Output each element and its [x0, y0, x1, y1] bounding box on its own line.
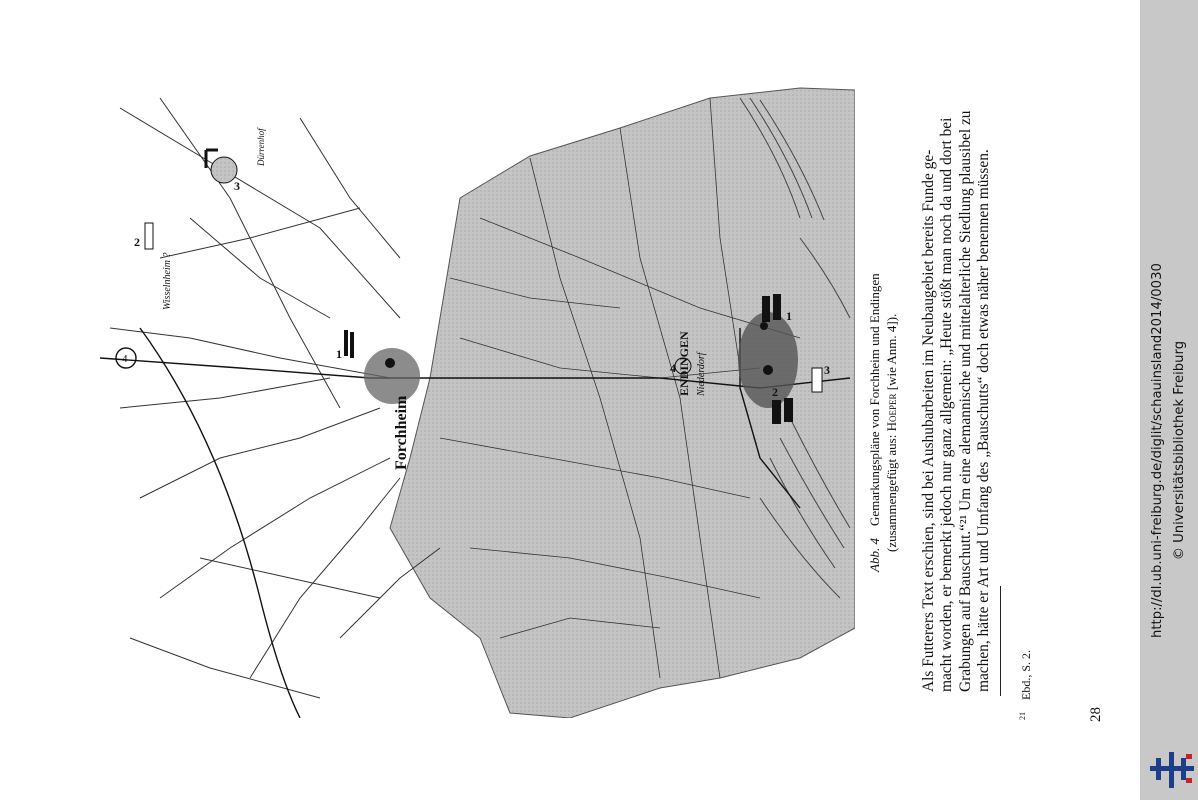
sidebar-text: [1147, 263, 1191, 638]
site-marker-label: 4: [670, 361, 676, 375]
map-label-niederdorf: Niederdorf: [696, 352, 707, 396]
site-marker-label: 1: [336, 347, 342, 361]
body-line: Grabungen auf Bauschutt.“²¹ Um eine alemannische und mittelalterliche Siedlung plausibel zu: [956, 110, 974, 692]
body-line: Als Futterers Text erschien, sind bei Aushubarbeiten im Neubaugebiet bereits Funde ge-: [920, 149, 937, 692]
map-label-wisselnheim: Wisselnheim ?: [162, 252, 173, 310]
body-line: macht worden, er bemerkt jedoch nur ganz allgemein: „Heute stößt man noch da und dort bei: [938, 117, 956, 692]
body-paragraph: [920, 111, 994, 693]
site-marker-label: 3: [234, 179, 240, 193]
endingen-settlement: [738, 312, 798, 408]
copyright-notice: © Universitätsbibliothek Freiburg: [1172, 340, 1187, 561]
footnote-divider: [1000, 586, 1001, 696]
body-line: machen, hätte er Art und Umfang des „Bauschutts“ doch etwas näher benennen müssen.: [975, 149, 993, 692]
permalink-url[interactable]: http://dl.ub.uni-freiburg.de/diglit/schauinsland2014/0030: [1150, 263, 1165, 638]
figure-number: Abb. 4: [867, 538, 882, 572]
caption-title: Gemarkungspläne von Forchheim und Endingen: [867, 273, 882, 527]
site-marker-label: 3: [824, 363, 830, 377]
ub-freiburg-logo-icon: [1150, 748, 1194, 788]
forchheim-settlement: [364, 348, 420, 404]
map-label-endingen: ENDINGEN: [677, 331, 691, 396]
site-marker-label: 2: [134, 235, 140, 249]
map-label-forchheim: Forchheim: [393, 395, 410, 470]
map-circled-number: 4: [122, 353, 128, 365]
site-marker-label: 2: [772, 385, 778, 399]
footnote: [1018, 650, 1034, 720]
footnote-number: 21: [1018, 712, 1027, 720]
map-label-durrenhof: Dürrenhof: [256, 128, 266, 166]
cadastral-map: [100, 78, 855, 718]
figure-caption: [866, 273, 900, 572]
page-number: 28: [1088, 707, 1104, 722]
site-marker-label: 1: [786, 309, 792, 323]
caption-source: (zusammengefügt aus: Hoeper [wie Anm. 4]).: [884, 313, 899, 552]
footnote-text: Ebd., S. 2.: [1019, 649, 1033, 700]
